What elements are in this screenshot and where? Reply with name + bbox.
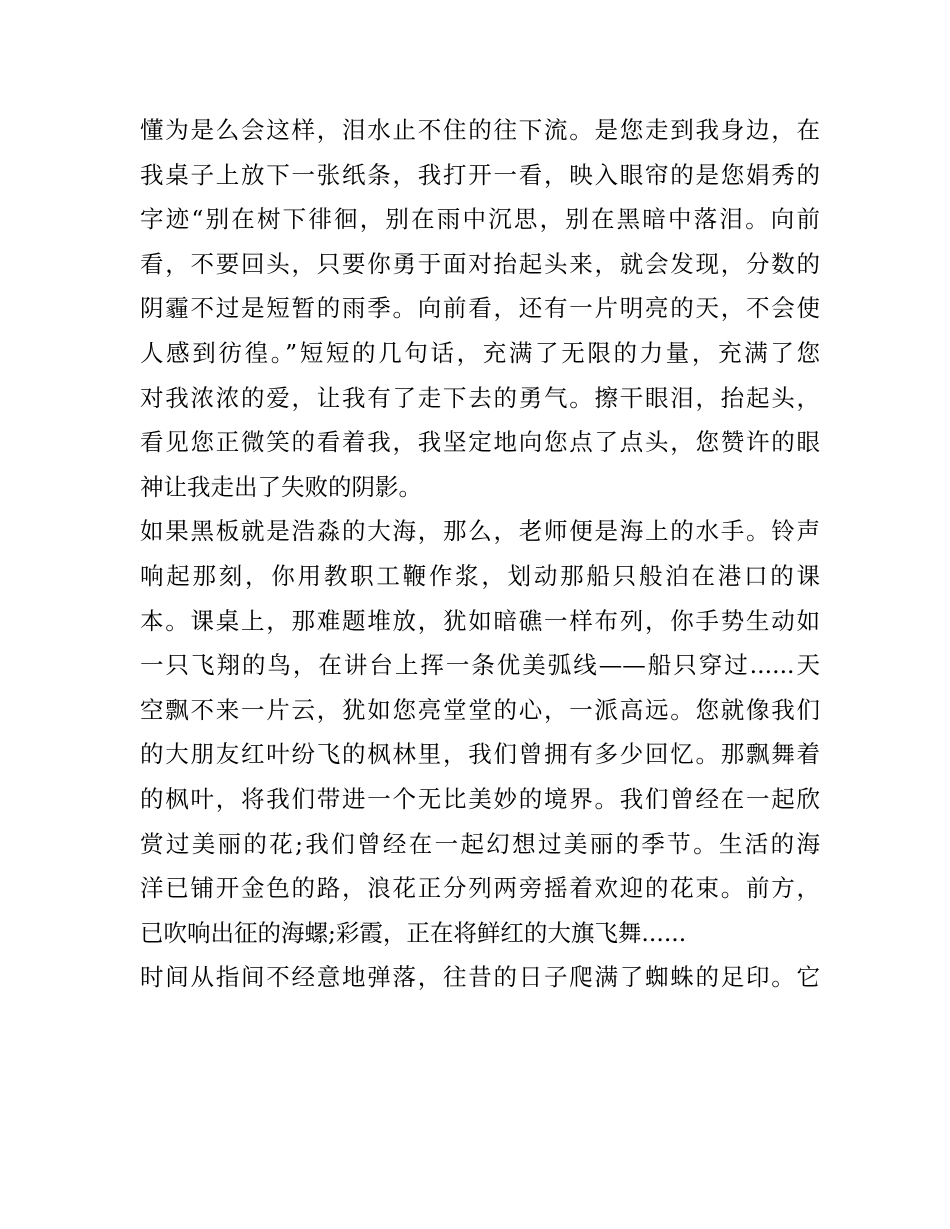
text-line: 的枫叶，将我们带进一个无比美妙的境界。我们曾经在一起欣 [140, 784, 820, 813]
text-line: 神让我走出了失败的阴影。 [140, 472, 422, 501]
text-line: 字迹“别在树下徘徊，别在雨中沉思，别在黑暗中落泪。向前 [140, 205, 820, 234]
text-line: 看，不要回头，只要你勇于面对抬起头来，就会发现，分数的 [140, 249, 820, 278]
text-line: 已吹响出征的海螺;彩霞，正在将鲜红的大旗飞舞...... [140, 918, 687, 947]
paragraph-1 [140, 108, 820, 509]
text-line: 一只飞翔的鸟，在讲台上挥一条优美弧线——船只穿过......天 [140, 651, 820, 680]
text-line: 赏过美丽的花;我们曾经在一起幻想过美丽的季节。生活的海 [140, 829, 820, 858]
text-line: 空飘不来一片云，犹如您亮堂堂的心，一派高远。您就像我们 [140, 695, 820, 724]
text-line: 时间从指间不经意地弹落，往昔的日子爬满了蜘蛛的足印。它 [140, 963, 820, 992]
text-line: 如果黑板就是浩淼的大海，那么，老师便是海上的水手。铃声 [140, 517, 820, 546]
text-line: 懂为是么会这样，泪水止不住的往下流。是您走到我身边，在 [140, 116, 820, 144]
text-line: 洋已铺开金色的路，浪花正分列两旁摇着欢迎的花束。前方， [140, 874, 820, 903]
body-text [140, 108, 820, 1000]
text-line: 阴霾不过是短暂的雨季。向前看，还有一片明亮的天，不会使 [140, 294, 820, 323]
paragraph-2 [140, 509, 820, 955]
text-line: 的大朋友红叶纷飞的枫林里，我们曾拥有多少回忆。那飘舞着 [140, 740, 820, 769]
text-line: 看见您正微笑的看着我，我坚定地向您点了点头，您赞许的眼 [140, 428, 820, 457]
text-line: 本。课桌上，那难题堆放，犹如暗礁一样布列，你手势生动如 [140, 606, 820, 635]
text-line: 对我浓浓的爱，让我有了走下去的勇气。擦干眼泪，抬起头， [140, 383, 820, 412]
text-line: 响起那刻，你用教职工鞭作浆，划动那船只般泊在港口的课 [140, 561, 820, 590]
text-line: 人感到彷徨。”短短的几句话，充满了无限的力量，充满了您 [140, 338, 820, 367]
text-line: 我桌子上放下一张纸条，我打开一看，映入眼帘的是您娟秀的 [140, 160, 820, 189]
paragraph-3 [140, 955, 820, 1000]
